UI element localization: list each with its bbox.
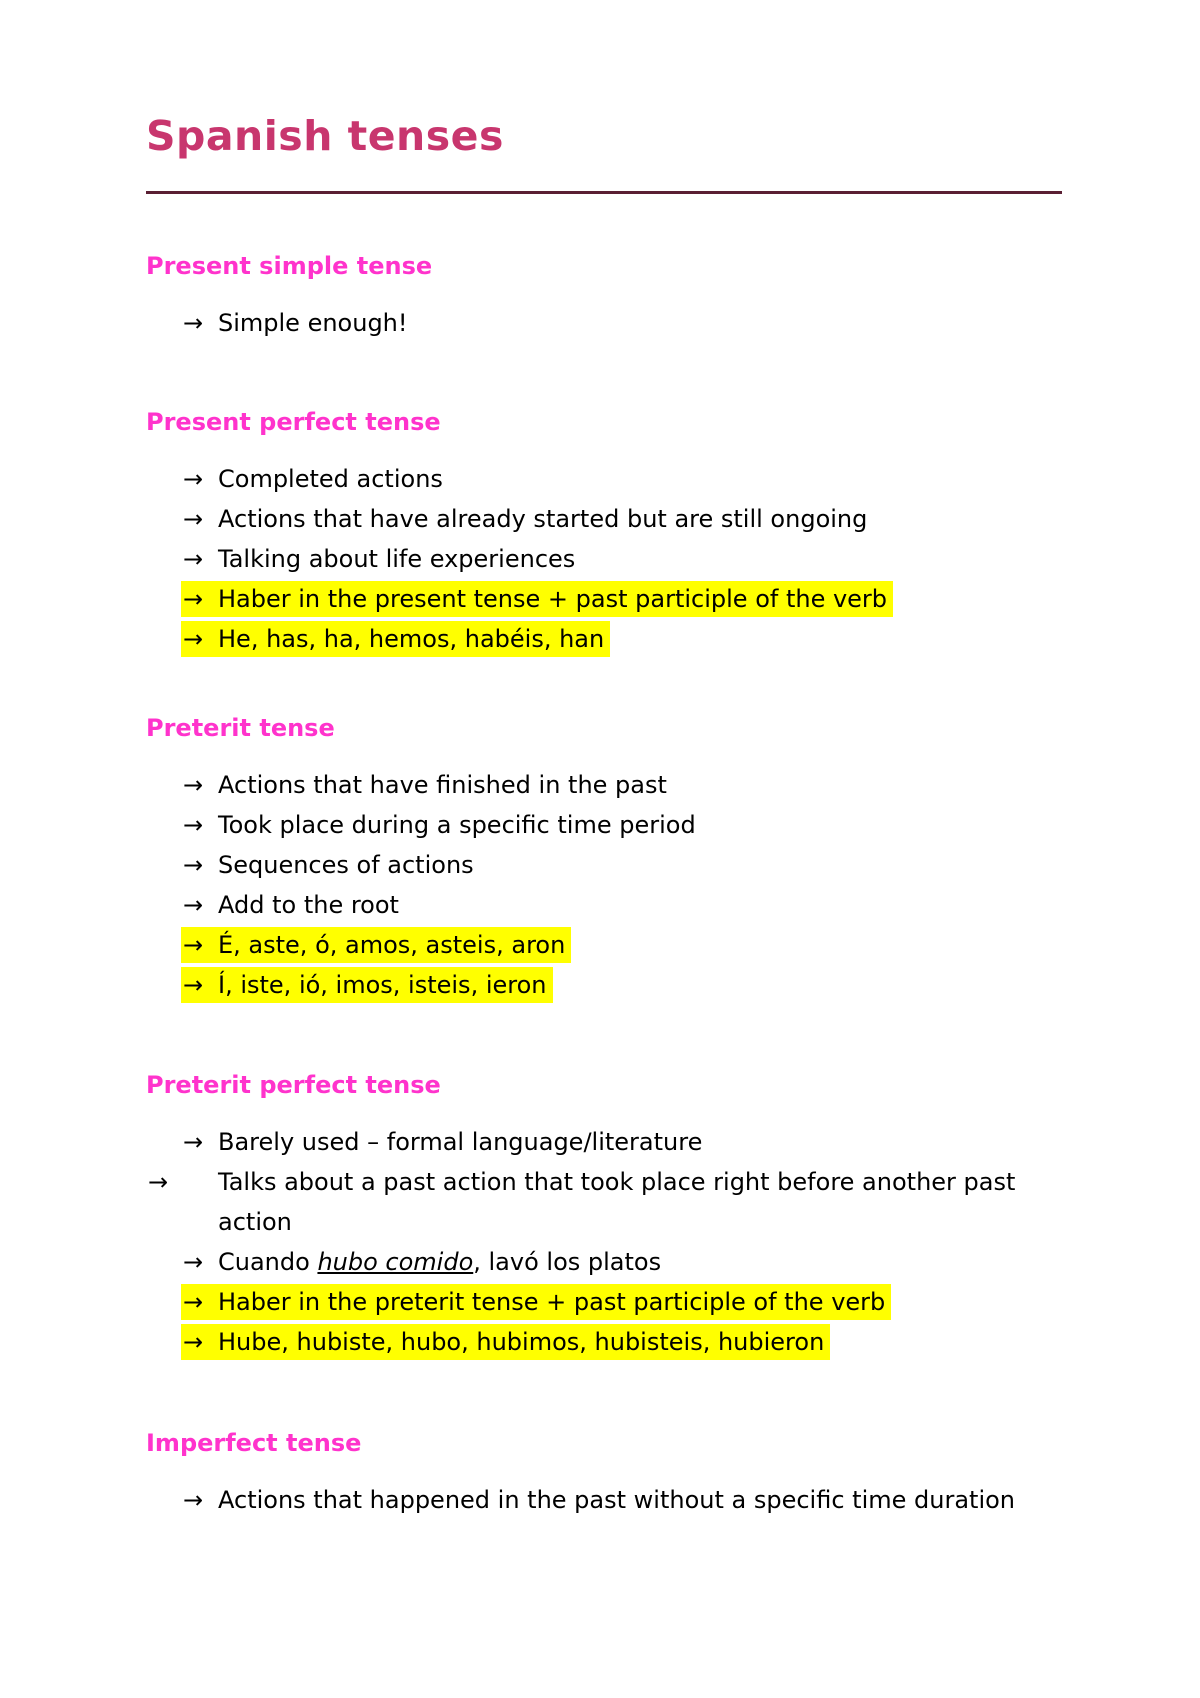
list-item-text: Completed actions — [218, 465, 443, 493]
bullet-list — [148, 1122, 1106, 1362]
example-emphasis: hubo comido — [317, 1248, 474, 1276]
section-imperfect — [146, 1428, 1106, 1520]
list-item-text: Hube, hubiste, hubo, hubimos, hubisteis, hubieron — [218, 1328, 825, 1356]
list-item-highlighted — [183, 925, 1106, 965]
list-item — [183, 303, 1106, 343]
arrow-icon: → — [183, 771, 204, 799]
list-item-text: Actions that happened in the past without a specific time duration — [218, 1486, 1016, 1514]
section-heading: Imperfect tense — [146, 1429, 362, 1457]
arrow-icon: → — [183, 505, 204, 533]
list-item-text: Haber in the present tense + past participle of the verb — [218, 585, 888, 613]
title-divider — [146, 191, 1062, 194]
list-item-text: Actions that have already started but are still ongoing — [218, 505, 868, 533]
arrow-icon: → — [183, 585, 204, 613]
list-item-highlighted — [183, 579, 1106, 619]
list-item-text: Took place during a specific time period — [218, 811, 696, 839]
list-item-text-suffix: , lavó los platos — [473, 1248, 662, 1276]
list-item-text: Sequences of actions — [218, 851, 474, 879]
bullet-list — [183, 765, 1106, 1005]
arrow-icon: → — [183, 309, 204, 337]
bullet-list — [183, 1480, 1106, 1520]
list-item-highlighted — [183, 1322, 1106, 1362]
list-item-text: He, has, ha, hemos, habéis, han — [218, 625, 605, 653]
arrow-icon: → — [183, 851, 204, 879]
list-item-text: Talking about life experiences — [218, 545, 576, 573]
list-item — [183, 459, 1106, 499]
list-item — [183, 1122, 1106, 1162]
list-item — [183, 539, 1106, 579]
arrow-icon: → — [183, 891, 204, 919]
section-heading: Present simple tense — [146, 252, 433, 280]
list-item-highlighted — [183, 965, 1106, 1005]
list-item-text-prefix: Cuando — [218, 1248, 318, 1276]
section-preterit-perfect — [146, 1070, 1106, 1362]
arrow-icon: → — [183, 1128, 204, 1156]
arrow-icon: → — [183, 1288, 204, 1316]
list-item-text: Actions that have finished in the past — [218, 771, 667, 799]
section-heading: Present perfect tense — [146, 408, 441, 436]
list-item — [183, 845, 1106, 885]
list-item — [183, 885, 1106, 925]
list-item-highlighted — [183, 1282, 1106, 1322]
list-item-text: Í, iste, ió, imos, isteis, ieron — [218, 971, 547, 999]
arrow-icon: → — [183, 545, 204, 573]
list-item-text: Barely used – formal language/literature — [218, 1128, 703, 1156]
list-item-text: Talks about a past action that took place right before another past action — [218, 1168, 1016, 1236]
section-heading: Preterit tense — [146, 714, 335, 742]
list-item-text: Add to the root — [218, 891, 399, 919]
list-item — [183, 765, 1106, 805]
list-item-highlighted — [183, 619, 1106, 659]
arrow-icon: → — [148, 1168, 169, 1196]
list-item-text: É, aste, ó, amos, asteis, aron — [218, 931, 566, 959]
arrow-icon: → — [183, 811, 204, 839]
bullet-list — [183, 459, 1106, 659]
list-item — [183, 1480, 1106, 1520]
arrow-icon: → — [183, 971, 204, 999]
page-title: Spanish tenses — [146, 112, 504, 160]
list-item — [148, 1162, 1068, 1242]
list-item — [183, 805, 1106, 845]
arrow-icon: → — [183, 625, 204, 653]
arrow-icon: → — [183, 1248, 204, 1276]
section-heading: Preterit perfect tense — [146, 1071, 441, 1099]
arrow-icon: → — [183, 931, 204, 959]
list-item-text: Haber in the preterit tense + past participle of the verb — [218, 1288, 886, 1316]
arrow-icon: → — [183, 465, 204, 493]
list-item-text: Simple enough! — [218, 309, 408, 337]
list-item — [183, 499, 1106, 539]
arrow-icon: → — [183, 1328, 204, 1356]
section-present-simple — [146, 251, 1106, 343]
section-present-perfect — [146, 407, 1106, 659]
section-preterit — [146, 713, 1106, 1005]
bullet-list — [183, 303, 1106, 343]
list-item — [183, 1242, 1106, 1282]
arrow-icon: → — [183, 1486, 204, 1514]
